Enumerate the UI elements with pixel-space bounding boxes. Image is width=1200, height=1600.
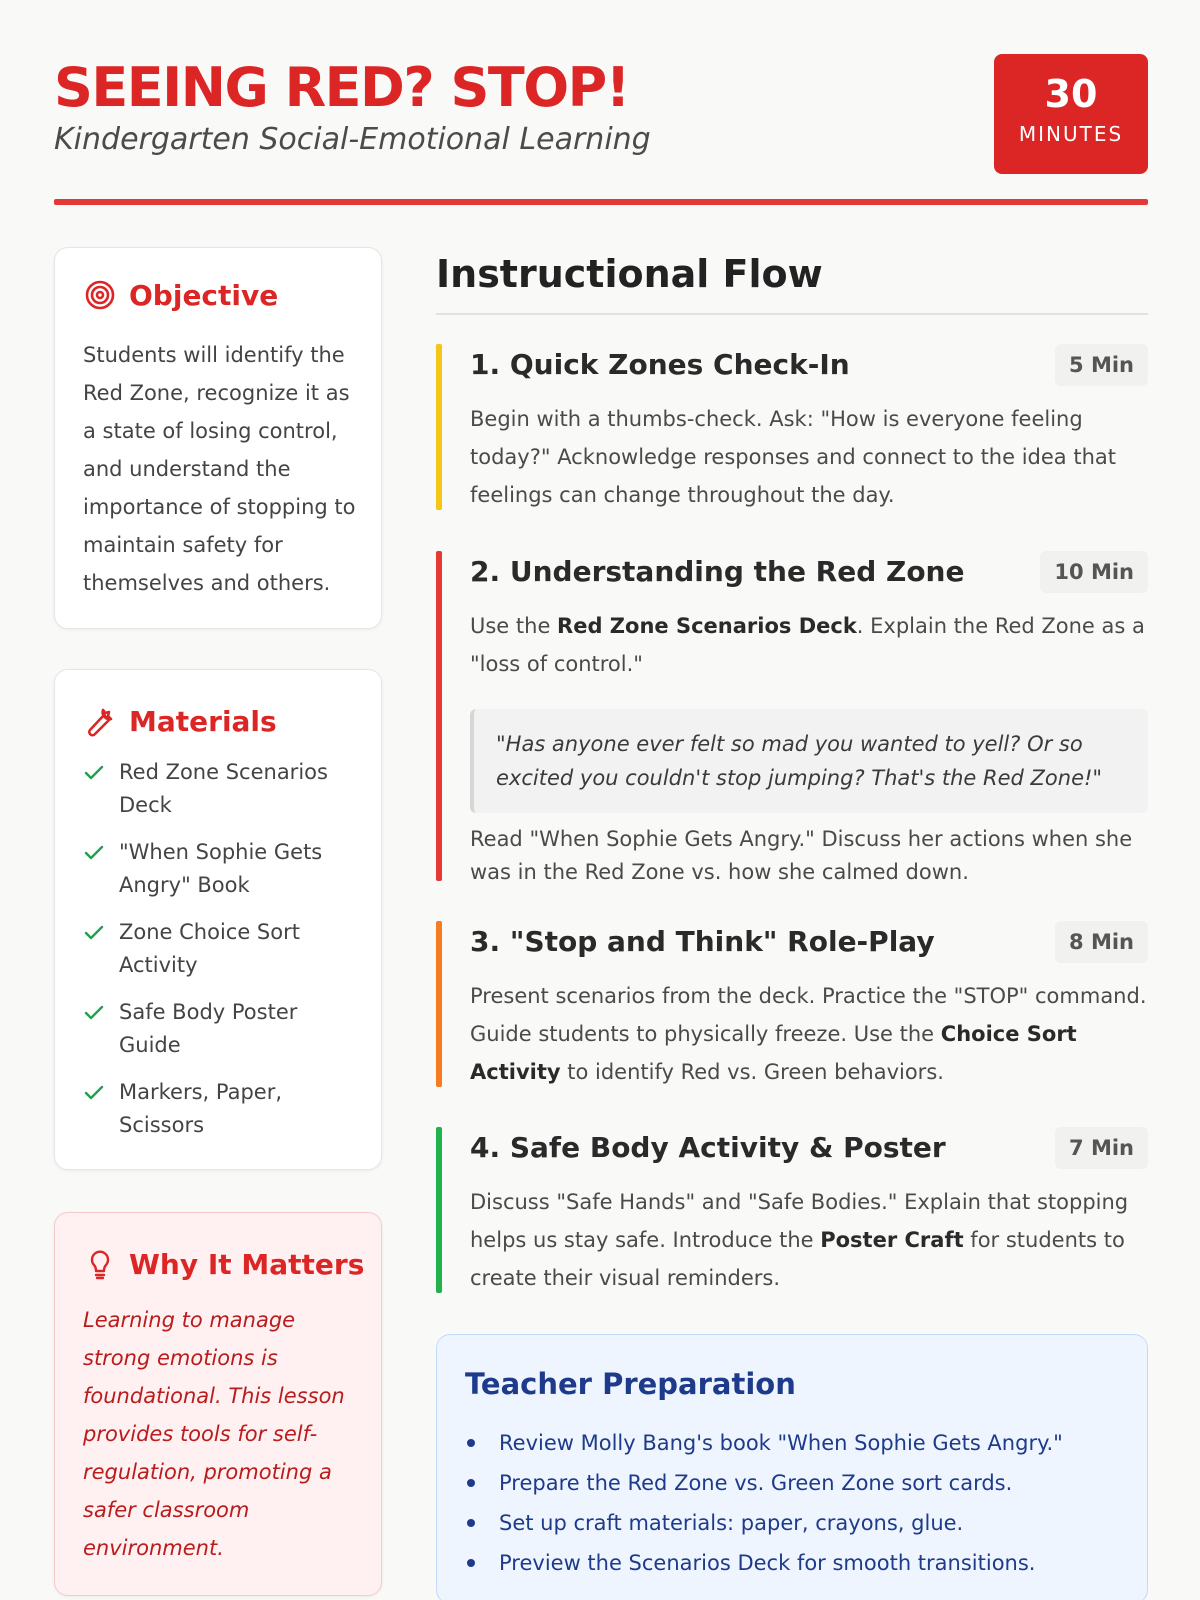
material-label: Markers, Paper, Scissors xyxy=(119,1080,283,1137)
list-item xyxy=(83,836,363,916)
step-title: 1. Quick Zones Check-In xyxy=(470,348,850,381)
list-item xyxy=(465,1503,1127,1543)
check-icon xyxy=(83,1082,105,1104)
step-header xyxy=(470,344,1148,388)
step-color-bar xyxy=(436,551,442,881)
flow-step-1 xyxy=(436,344,1148,510)
check-icon xyxy=(83,842,105,864)
flow-step-4 xyxy=(436,1127,1148,1293)
objective-text: Students will identify the Red Zone, recognize it as a state of losing control, and understand the importance of stopping to maintain safety for themselves and others. xyxy=(83,343,356,595)
objective-header xyxy=(83,278,278,312)
objective-card xyxy=(54,247,382,629)
list-item xyxy=(465,1463,1127,1503)
header-divider xyxy=(54,199,1148,205)
materials-card xyxy=(54,669,382,1170)
step-text: . Explain the Red Zone as a "loss of control." xyxy=(470,614,1145,676)
material-label: Red Zone Scenarios Deck xyxy=(119,760,328,817)
bullet-icon xyxy=(467,1519,475,1527)
bullet-icon xyxy=(467,1439,475,1447)
why-it-matters-card xyxy=(54,1212,382,1596)
prep-item-text: Prepare the Red Zone vs. Green Zone sort cards. xyxy=(499,1471,1013,1495)
check-icon xyxy=(83,762,105,784)
step-description xyxy=(470,1183,1148,1297)
step-color-bar xyxy=(436,344,442,510)
step-duration-badge: 7 Min xyxy=(1055,1127,1148,1169)
material-label: Zone Choice Sort Activity xyxy=(119,920,300,977)
materials-header xyxy=(83,704,277,738)
step-duration-badge: 8 Min xyxy=(1055,921,1148,963)
step-text: Present scenarios from the deck. Practice the "STOP" command. Guide students to physically freeze. Use the xyxy=(470,984,1147,1046)
step-color-bar xyxy=(436,1127,442,1293)
flow-step-2 xyxy=(436,551,1148,884)
step-description: Begin with a thumbs-check. Ask: "How is everyone feeling today?" Acknowledge responses and connect to the idea that feelings can change throughout the day. xyxy=(470,407,1116,507)
prep-item-text: Set up craft materials: paper, crayons, glue. xyxy=(499,1511,964,1535)
list-item xyxy=(83,916,363,996)
objective-title: Objective xyxy=(129,278,279,312)
step-color-bar xyxy=(436,921,442,1087)
step-header xyxy=(470,1127,1148,1171)
lightbulb-icon xyxy=(83,1247,117,1281)
list-item xyxy=(83,756,363,836)
list-item xyxy=(83,1076,363,1156)
material-label: Safe Body Poster Guide xyxy=(119,1000,298,1057)
list-item xyxy=(465,1543,1127,1583)
step-highlight: Poster Craft xyxy=(820,1228,964,1252)
flow-title: Instructional Flow xyxy=(436,252,823,296)
step-text: for students to create their visual reminders. xyxy=(470,1228,1125,1290)
step-duration-badge: 10 Min xyxy=(1040,551,1148,593)
lesson-header xyxy=(54,50,1148,210)
step-duration-badge: 5 Min xyxy=(1055,344,1148,386)
teacher-preparation-box xyxy=(436,1334,1148,1600)
prep-item-text: Preview the Scenarios Deck for smooth transitions. xyxy=(499,1551,1036,1575)
duration-value: 30 xyxy=(1044,72,1098,116)
step-highlight: Choice Sort Activity xyxy=(470,1022,1077,1084)
bullet-icon xyxy=(467,1479,475,1487)
discussion-quote: "Has anyone ever felt so mad you wanted to yell? Or so excited you couldn't stop jumping? That's the Red Zone!" xyxy=(470,709,1148,813)
check-icon xyxy=(83,922,105,944)
materials-title: Materials xyxy=(129,704,277,738)
bullet-icon xyxy=(467,1559,475,1567)
step-text: Use the xyxy=(470,614,558,638)
step-highlight: Red Zone Scenarios Deck xyxy=(557,614,857,638)
step-header xyxy=(470,551,1148,595)
step-text: to identify Red vs. Green behaviors. xyxy=(560,1060,944,1084)
step-text: Discuss "Safe Hands" and "Safe Bodies." Explain that stopping helps us stay safe. Introduce the xyxy=(470,1190,1129,1252)
material-label: "When Sophie Gets Angry" Book xyxy=(119,840,323,897)
step-description xyxy=(470,607,1148,683)
why-header xyxy=(83,1247,364,1281)
list-item xyxy=(83,996,363,1076)
step-title: 4. Safe Body Activity & Poster xyxy=(470,1131,946,1164)
materials-list xyxy=(83,756,363,1156)
why-text: Learning to manage strong emotions is foundational. This lesson provides tools for self-regulation, promoting a safer classroom environment. xyxy=(83,1308,345,1560)
page-subtitle: Kindergarten Social-Emotional Learning xyxy=(54,122,651,157)
flow-step-3 xyxy=(436,921,1148,1087)
check-icon xyxy=(83,1002,105,1024)
step-title: 3. "Stop and Think" Role-Play xyxy=(470,925,935,958)
list-item xyxy=(465,1423,1127,1463)
wrench-icon xyxy=(83,704,117,738)
step-header xyxy=(470,921,1148,965)
step-title: 2. Understanding the Red Zone xyxy=(470,555,965,588)
prep-title: Teacher Preparation xyxy=(465,1367,796,1401)
prep-item-text: Review Molly Bang's book "When Sophie Gets Angry." xyxy=(499,1431,1063,1455)
step-description xyxy=(470,977,1148,1091)
why-title: Why It Matters xyxy=(129,1247,365,1281)
prep-list xyxy=(465,1423,1127,1583)
duration-unit: MINUTES xyxy=(1018,122,1124,146)
step-followup-text: Read "When Sophie Gets Angry." Discuss her actions when she was in the Red Zone vs. how she calmed down. xyxy=(470,827,1133,884)
page-title: SEEING RED? STOP! xyxy=(54,56,629,119)
duration-badge xyxy=(994,54,1148,174)
target-icon xyxy=(83,278,117,312)
flow-divider xyxy=(436,313,1148,315)
